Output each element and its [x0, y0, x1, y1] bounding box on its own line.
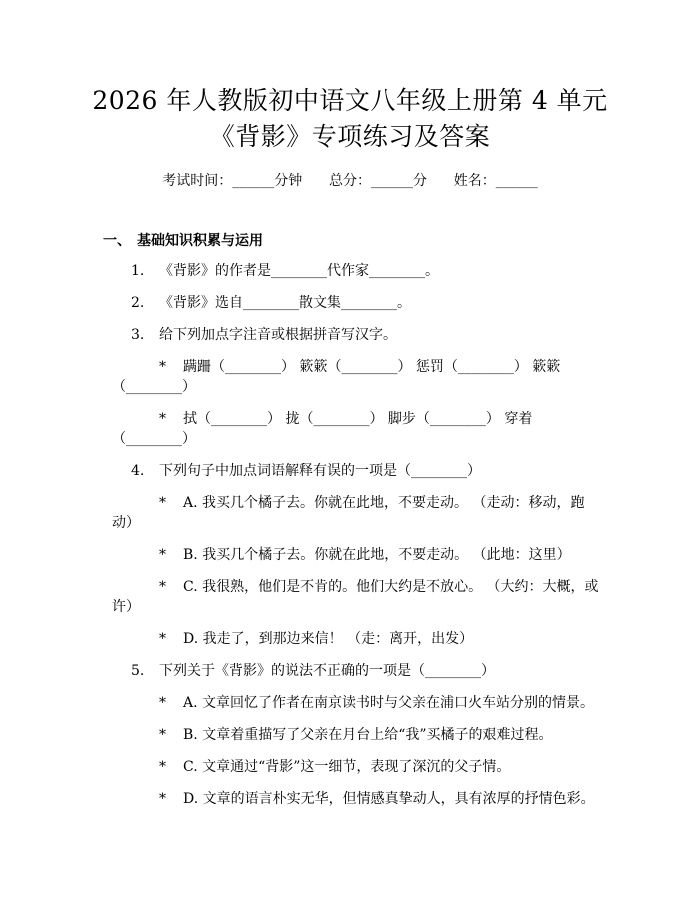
option-text: A. 我买几个橘子去。你就在此地，不要走动。 （走动：移动，跑	[183, 495, 585, 511]
bullet: *	[159, 759, 166, 775]
question-number: 1.	[131, 263, 145, 279]
exam-meta-info: 考试时间：______分钟 总分：______分 姓名：______	[162, 173, 538, 189]
option-text: C. 我很熟，他们是不肯的。他们大约是不放心。 （大约：大概，或	[183, 579, 599, 595]
document-title-line2: 《背影》专项练习及答案	[209, 122, 491, 151]
question-text: 下列句子中加点词语解释有误的一项是（________）	[159, 463, 481, 479]
question-3-row-2	[159, 409, 532, 429]
bullet: *	[159, 547, 166, 563]
question-3-row-1-cont: （________）	[112, 379, 196, 395]
section-number: 一、	[103, 233, 131, 249]
option-text: B. 我买几个橘子去。你就在此地，不要走动。 （此地：这里）	[183, 547, 571, 563]
document-title-line1: 2026 年人教版初中语文八年级上册第 4 单元	[92, 86, 608, 115]
option-text: A. 文章回忆了作者在南京读书时与父亲在浦口火车站分别的情景。	[183, 695, 595, 711]
question-4	[131, 461, 481, 481]
question-5	[131, 661, 495, 681]
question-3	[131, 325, 397, 345]
bullet: *	[159, 791, 166, 807]
row-text: 蹒跚（________） 簌簌（________） 惩罚（________） 簌簌	[183, 359, 561, 375]
question-1	[131, 261, 439, 281]
question-text: 下列关于《背影》的说法不正确的一项是（________）	[159, 663, 495, 679]
option-text: B. 文章着重描写了父亲在月台上给“我”买橘子的艰难过程。	[183, 727, 553, 743]
option-text: D. 文章的语言朴实无华，但情感真挚动人，具有浓厚的抒情色彩。	[183, 791, 595, 807]
question-number: 5.	[131, 663, 145, 679]
bullet: *	[159, 579, 166, 595]
question-number: 4.	[131, 463, 145, 479]
question-text: 《背影》的作者是________代作家________。	[159, 263, 439, 279]
question-number: 2.	[131, 295, 145, 311]
bullet: *	[159, 411, 166, 427]
question-text: 《背影》选自________散文集________。	[159, 295, 411, 311]
question-text: 给下列加点字注音或根据拼音写汉字。	[159, 327, 397, 343]
question-number: 3.	[131, 327, 145, 343]
question-3-row-1	[159, 357, 560, 377]
question-5-option-c	[159, 757, 510, 777]
question-4-option-c	[159, 577, 599, 597]
bullet: *	[159, 359, 166, 375]
question-3-row-2-cont: （________）	[112, 431, 196, 447]
bullet: *	[159, 495, 166, 511]
question-4-option-b	[159, 545, 571, 565]
question-5-option-b	[159, 725, 553, 745]
option-text: D. 我走了，到那边来信！ （走：离开，出发）	[183, 631, 474, 647]
section-heading	[103, 230, 263, 250]
row-text: 拭（________） 拢（________） 脚步（________） 穿着	[183, 411, 533, 427]
question-4-option-a-cont: 动）	[112, 515, 140, 531]
option-text: C. 文章通过“背影”这一细节，表现了深沉的父子情。	[183, 759, 511, 775]
question-4-option-c-cont: 许）	[112, 599, 140, 615]
bullet: *	[159, 631, 166, 647]
question-5-option-d	[159, 789, 595, 809]
bullet: *	[159, 695, 166, 711]
question-4-option-d	[159, 629, 473, 649]
question-4-option-a	[159, 493, 584, 513]
question-5-option-a	[159, 693, 594, 713]
bullet: *	[159, 727, 166, 743]
question-2	[131, 293, 411, 313]
section-title: 基础知识积累与运用	[137, 233, 263, 249]
